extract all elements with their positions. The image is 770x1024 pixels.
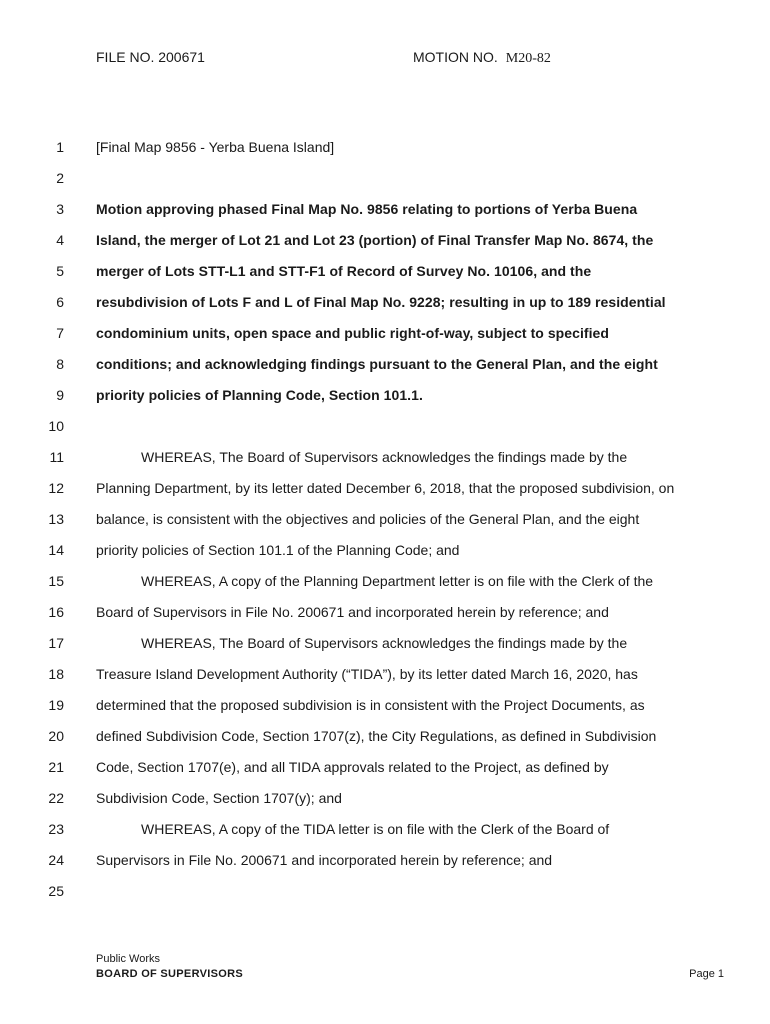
line-number: 2 (56, 170, 64, 186)
body-line: Planning Department, by its letter dated December 6, 2018, that the proposed subdivision, on (96, 480, 675, 496)
line-number: 10 (48, 418, 64, 434)
line-number: 21 (48, 759, 64, 775)
line-number: 3 (56, 201, 64, 217)
body-line: priority policies of Section 101.1 of the Planning Code; and (96, 542, 460, 558)
motion-title-line: merger of Lots STT-L1 and STT-F1 of Record of Survey No. 10106, and the (96, 263, 592, 279)
footer-department: Public Works (96, 953, 160, 965)
footer-board: BOARD OF SUPERVISORS (96, 968, 243, 980)
line-number: 25 (48, 883, 64, 899)
footer-department-block (96, 952, 243, 982)
motion-title-line: priority policies of Planning Code, Section 101.1. (96, 387, 423, 403)
line-number: 15 (48, 573, 64, 589)
line-number: 5 (56, 263, 64, 279)
body-line: WHEREAS, A copy of the TIDA letter is on file with the Clerk of the Board of (141, 821, 610, 837)
motion-title-line: condominium units, open space and public right-of-way, subject to specified (96, 325, 609, 341)
line-number: 23 (48, 821, 64, 837)
body-line: [Final Map 9856 - Yerba Buena Island] (96, 139, 335, 155)
line-number: 22 (48, 790, 64, 806)
body-line: Supervisors in File No. 200671 and incorporated herein by reference; and (96, 852, 553, 868)
motion-label: MOTION NO. (413, 49, 498, 65)
line-number: 4 (56, 232, 64, 248)
line-number: 11 (49, 449, 64, 465)
line-number: 7 (56, 325, 64, 341)
motion-title-line: resubdivision of Lots F and L of Final Map No. 9228; resulting in up to 189 residential (96, 294, 666, 310)
line-number: 1 (56, 139, 64, 155)
line-number: 9 (56, 387, 64, 403)
body-line: Subdivision Code, Section 1707(y); and (96, 790, 342, 806)
line-number: 13 (48, 511, 64, 527)
line-number: 6 (56, 294, 64, 310)
motion-title-line: Island, the merger of Lot 21 and Lot 23 (portion) of Final Transfer Map No. 8674, the (96, 232, 654, 248)
line-number: 12 (48, 480, 64, 496)
page-number: Page 1 (689, 968, 724, 980)
body-line: WHEREAS, The Board of Supervisors acknowledges the findings made by the (141, 635, 628, 651)
body-line: Treasure Island Development Authority (“TIDA”), by its letter dated March 16, 2020, has (96, 666, 638, 682)
body-line: WHEREAS, The Board of Supervisors acknowledges the findings made by the (141, 449, 628, 465)
motion-value: M20-82 (505, 51, 551, 66)
body-line: WHEREAS, A copy of the Planning Department letter is on file with the Clerk of the (141, 573, 654, 589)
body-line: Code, Section 1707(e), and all TIDA approvals related to the Project, as defined by (96, 759, 609, 775)
body-line: Board of Supervisors in File No. 200671 and incorporated herein by reference; and (96, 604, 609, 620)
motion-title-line: conditions; and acknowledging findings pursuant to the General Plan, and the eight (96, 356, 658, 372)
line-number: 18 (48, 666, 64, 682)
line-number: 14 (48, 542, 64, 558)
motion-number (413, 49, 551, 67)
body-line: defined Subdivision Code, Section 1707(z), the City Regulations, as defined in Subdivision (96, 728, 657, 744)
line-number: 8 (56, 356, 64, 372)
line-number: 24 (48, 852, 64, 868)
line-number: 19 (48, 697, 64, 713)
file-number: FILE NO. 200671 (96, 49, 205, 65)
body-line: balance, is consistent with the objectives and policies of the General Plan, and the eight (96, 511, 640, 527)
line-number: 16 (48, 604, 64, 620)
line-number: 20 (48, 728, 64, 744)
body-line: determined that the proposed subdivision is in consistent with the Project Documents, as (96, 697, 645, 713)
line-number: 17 (48, 635, 64, 651)
motion-title-line: Motion approving phased Final Map No. 9856 relating to portions of Yerba Buena (96, 201, 638, 217)
